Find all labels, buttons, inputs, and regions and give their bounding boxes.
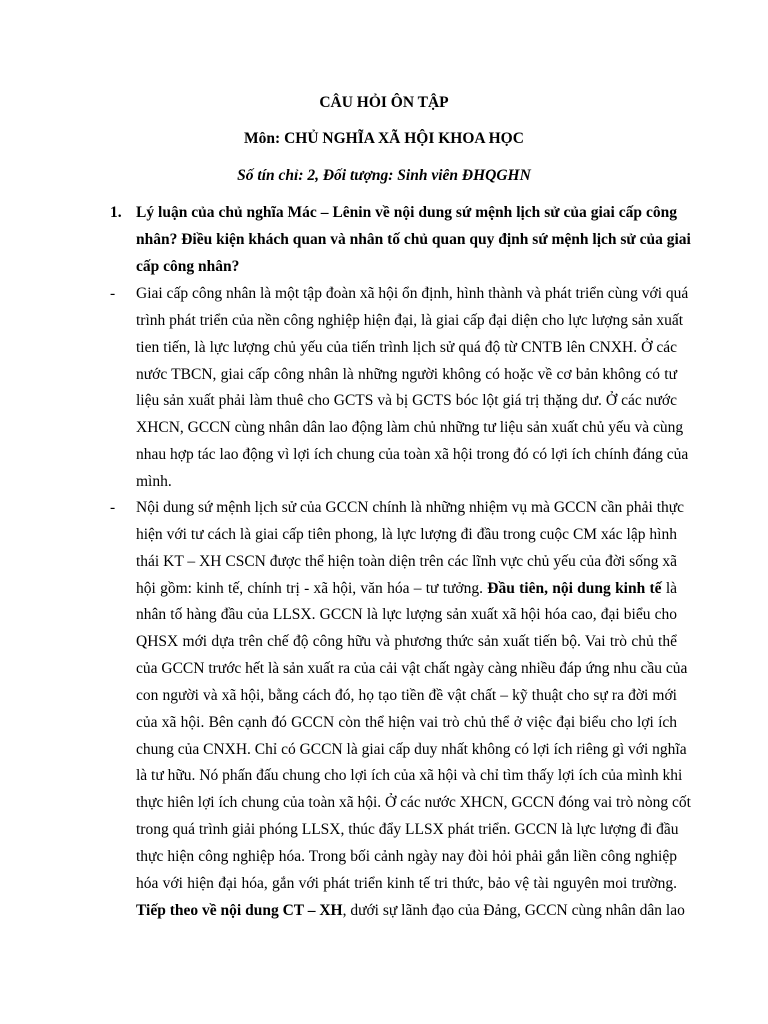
paragraph-line: con người và xã hội, bằng cách đó, họ tạo tiền đề vật chất – kỹ thuật cho sự ra đời mới — [136, 686, 677, 704]
question-line: nhân? Điều kiện khách quan và nhân tố chủ quan quy định sứ mệnh lịch sử của giai — [136, 230, 691, 248]
paragraph-line: trình phát triển của nền công nghiệp hiện đại, là giai cấp đại diện cho lực lượng sản xuất — [136, 311, 684, 329]
paragraph-line: XHCN, GCCN cùng nhân dân lao động làm chủ những tư liệu sản xuất chủ yếu và cùng — [136, 419, 684, 437]
course-info-line: Số tín chỉ: 2, Đối tượng: Sinh viên ĐHQGHN — [237, 167, 531, 184]
question-number: 1. — [110, 204, 122, 221]
paragraph-line: thực hiện công nghiệp hóa. Trong bối cảnh ngày nay đòi hỏi phải gắn liền công nghiệp — [136, 847, 677, 865]
paragraph-line: Nội dung sứ mệnh lịch sử của GCCN chính là những nhiệm vụ mà GCCN cần phải thực — [136, 499, 685, 516]
question-1 — [136, 200, 691, 281]
paragraph-line: QHSX mới dựa trên chế độ công hữu và phương thức sản xuất tiến bộ. Vai trò chủ thể — [136, 633, 677, 651]
bullet-dash: - — [110, 499, 116, 516]
paragraph-line: thực hiên lợi ích chung của toàn xã hội. Ở các nước XHCN, GCCN đóng vai trò nòng cốt — [136, 794, 691, 812]
answer-paragraph-2 — [136, 495, 691, 925]
bold-heading-politics-society: Tiếp theo về nội dung CT – XH — [136, 901, 343, 919]
paragraph-line: mình. — [136, 472, 172, 490]
question-line: cấp công nhân? — [136, 257, 240, 275]
paragraph-line: tien tiến, là lực lượng chủ yếu của tiến trình lịch sử quá độ từ CNTB lên CNXH. Ở các — [136, 338, 677, 356]
bold-heading-economy: Đầu tiên, nội dung kinh tế — [487, 579, 662, 597]
paragraph-line: hóa với hiện đại hóa, gắn với phát triển kinh tế tri thức, bảo vệ tài nguyên moi trường. — [136, 874, 677, 892]
paragraph-line: chung của CNXH. Chỉ có GCCN là giai cấp duy nhất không có lợi ích riêng gì với nghĩa — [136, 740, 687, 758]
paragraph-line-mixed — [136, 576, 677, 603]
paragraph-line: nhân tố hàng đầu của LLSX. GCCN là lực lượng sản xuất xã hội hóa cao, đại biểu cho — [136, 606, 677, 624]
paragraph-line: trong quá trình giải phóng LLSX, thúc đẩy LLSX phát triển. GCCN là lực lượng đi đầu — [136, 821, 679, 839]
text-run: , dưới sự lãnh đạo của Đảng, GCCN cùng nhân dân lao — [342, 901, 685, 919]
paragraph-line: thái KT – XH CSCN được thể hiện toàn diện trên các lĩnh vực chủ yếu của đời sống xã — [136, 552, 677, 570]
answer-paragraph-1 — [136, 281, 689, 496]
question-line: Lý luận của chủ nghĩa Mác – Lênin về nội dung sứ mệnh lịch sử của giai cấp công — [136, 204, 677, 221]
paragraph-line: nước TBCN, giai cấp công nhân là những người không có hoặc về cơ bản không có tư — [136, 365, 677, 383]
text-run: hội gồm: kinh tế, chính trị - xã hội, văn hóa – tư tưởng. — [136, 579, 488, 597]
text-run: là — [661, 579, 678, 597]
paragraph-line: là tư hữu. Nó phấn đấu chung cho lợi ích của xã hội và chỉ tìm thấy lợi ích của mình khi — [136, 767, 683, 785]
paragraph-line: của xã hội. Bên cạnh đó GCCN còn thể hiện vai trò chủ thể ở việc đại biểu cho lợi ích — [136, 713, 677, 731]
paragraph-line: Giai cấp công nhân là một tập đoàn xã hội ổn định, hình thành và phát triển cùng với quá — [136, 285, 689, 302]
bullet-dash: - — [110, 285, 116, 302]
paragraph-line: hiện với tư cách là giai cấp tiên phong, là lực lượng đi đầu trong cuộc CM xác lập hình — [136, 525, 677, 543]
paragraph-line-mixed — [136, 898, 685, 925]
paragraph-line: nhau hợp tác lao động vì lợi ích chung của toàn xã hội trong đó có lợi ích chính đáng của — [136, 446, 689, 464]
paragraph-line: của GCCN trước hết là sản xuất ra của cải vật chất ngày càng nhiều đáp ứng nhu cầu của — [136, 660, 688, 678]
paragraph-line: liệu sản xuất phải làm thuê cho GCTS và bị GCTS bóc lột giá trị thặng dư. Ở các nước — [136, 392, 677, 410]
document-title: CÂU HỎI ÔN TẬP — [319, 94, 449, 111]
subject-line: Môn: CHỦ NGHĨA XÃ HỘI KHOA HỌC — [244, 130, 524, 147]
